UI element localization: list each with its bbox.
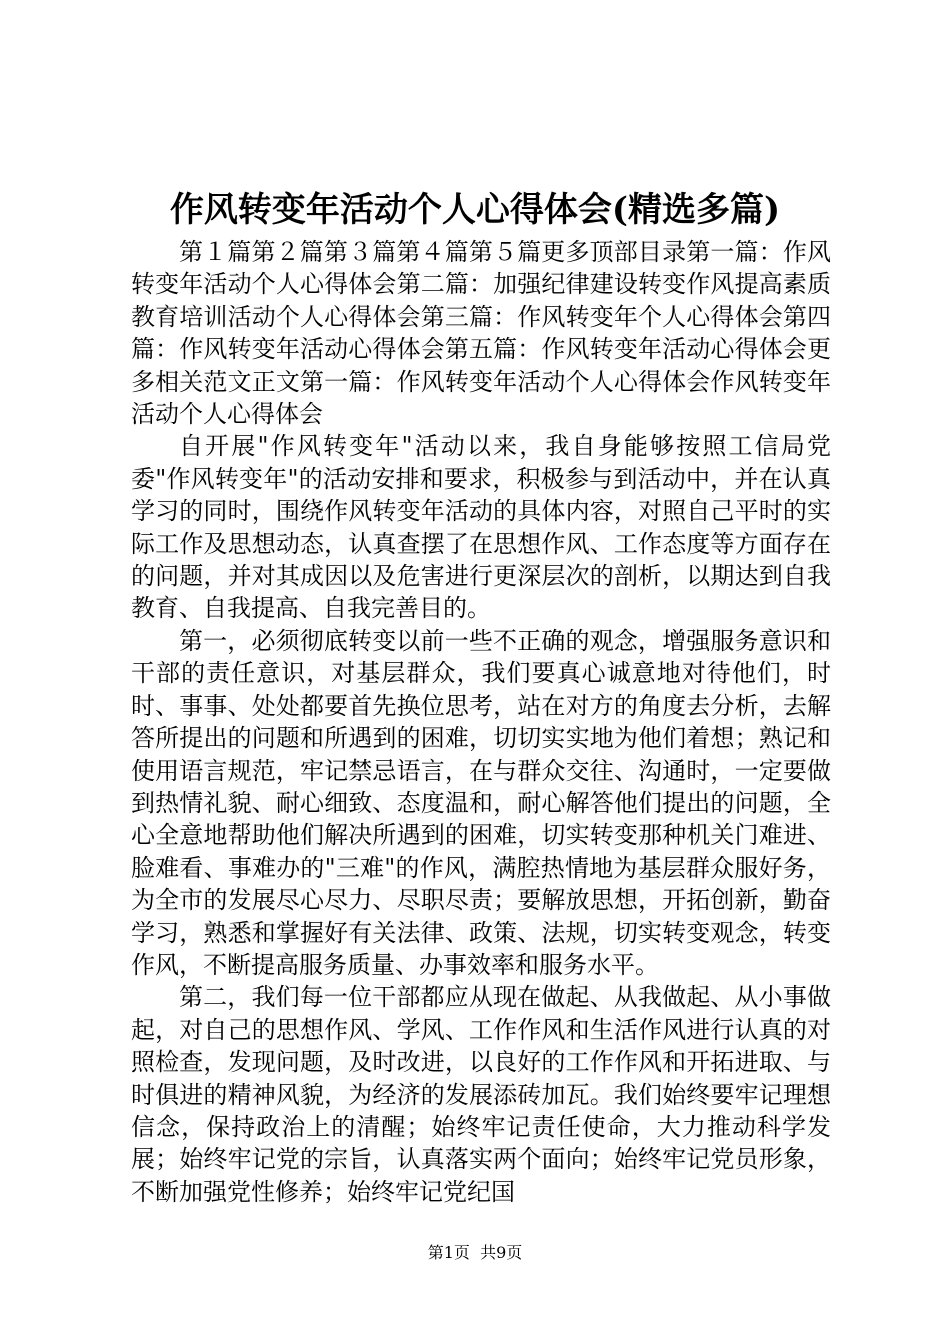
page-indicator: 第1页 共9页 <box>427 1243 523 1262</box>
document-body <box>131 236 831 1208</box>
document-title: 作风转变年活动个人心得体会(精选多篇) <box>169 190 781 230</box>
page-footer <box>0 1243 950 1263</box>
paragraph-introduction: 自开展"作风转变年"活动以来，我自身能够按照工信局党委"作风转变年"的活动安排和要求，积极参与到活动中，并在认真学习的同时，围绕作风转变年活动的具体内容，对照自己平时的实际工作及思想动态，认真查摆了在思想作风、工作态度等方面存在的问题，并对其成因以及危害进行更深层次的剖析，以期达到自我教育、自我提高、自我完善目的。 <box>131 432 831 623</box>
paragraph-second-point: 第二，我们每一位干部都应从现在做起、从我做起、从小事做起，对自己的思想作风、学风、工作作风和生活作风进行认真的对照检查，发现问题，及时改进，以良好的工作作风和开拓进取、与时俱进的精神风貌，为经济的发展添砖加瓦。我们始终要牢记理想信念，保持政治上的清醒；始终牢记责任使命，大力推动科学发展；始终牢记党的宗旨，认真落实两个面向；始终牢记党员形象，不断加强党性修养；始终牢记党纪国 <box>131 983 831 1206</box>
paragraph-first-point: 第一，必须彻底转变以前一些不正确的观念，增强服务意识和干部的责任意识，对基层群众，我们要真心诚意地对待他们，时时、事事、处处都要首先换位思考，站在对方的角度去分析，去解答所提出的问题和所遇到的困难，切切实实地为他们着想；熟记和使用语言规范，牢记禁忌语言，在与群众交往、沟通时，一定要做到热情礼貌、耐心细致、态度温和，耐心解答他们提出的问题，全心全意地帮助他们解决所遇到的困难，切实转变那种机关门难进、脸难看、事难办的"三难"的作风，满腔热情地为基层群众服好务，为全市的发展尽心尽力、尽职尽责；要解放思想，开拓创新，勤奋学习，熟悉和掌握好有关法律、政策、法规，切实转变观念，转变作风，不断提高服务质量、办事效率和服务水平。 <box>131 626 831 979</box>
paragraph-table-of-contents: 第１篇第２篇第３篇第４篇第５篇更多顶部目录第一篇：作风转变年活动个人心得体会第二篇：加强纪律建设转变作风提高素质教育培训活动个人心得体会第三篇：作风转变年个人心得体会第四篇：作风转变年活动心得体会第五篇：作风转变年活动心得体会更多相关范文正文第一篇：作风转变年活动个人心得体会作风转变年活动个人心得体会 <box>131 238 831 429</box>
